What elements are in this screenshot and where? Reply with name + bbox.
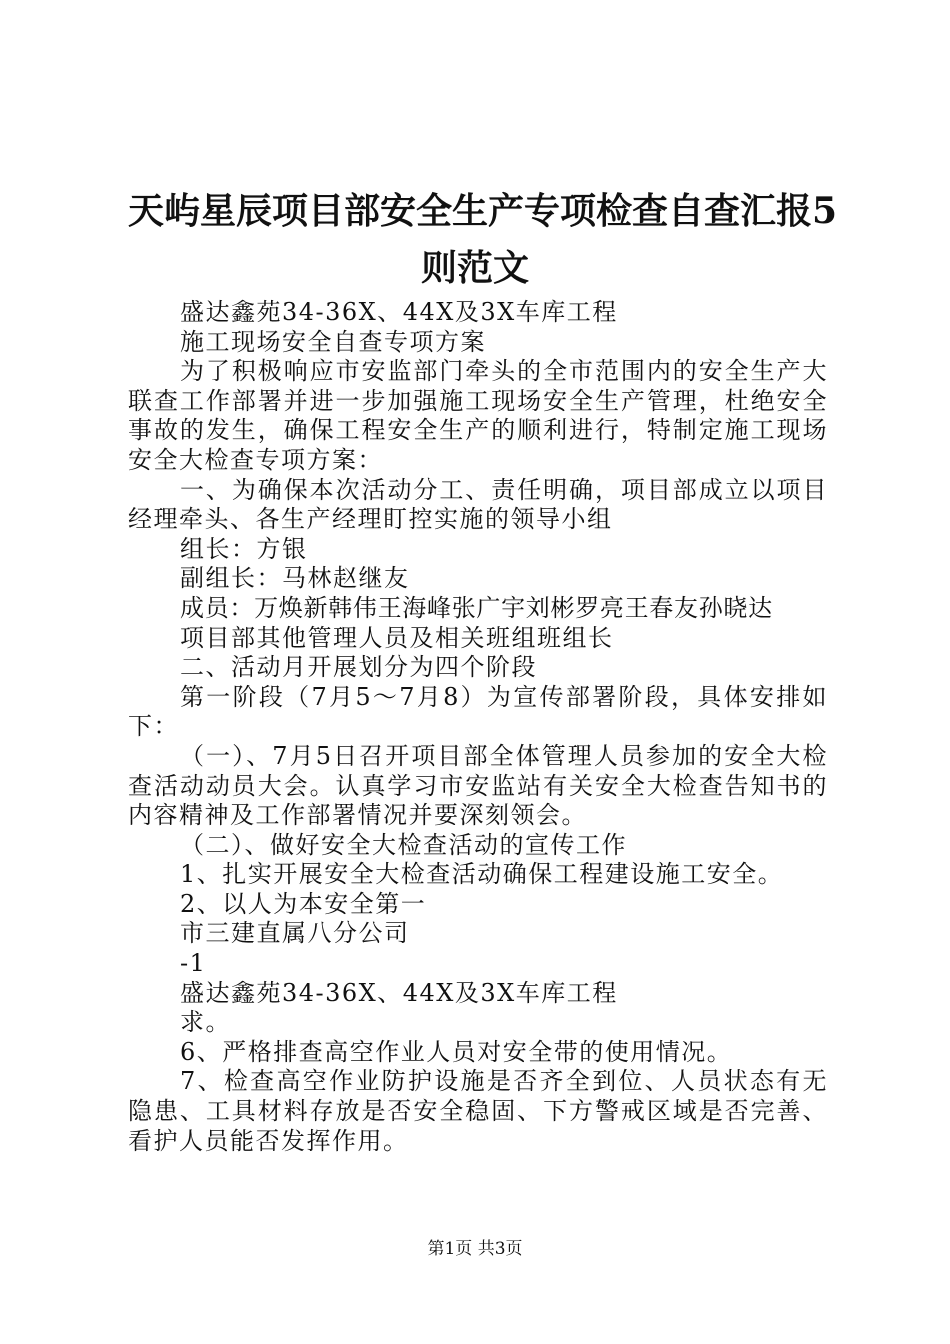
paragraph-item-one: （一）、7月5日召开项目部全体管理人员参加的安全大检查活动动员大会。认真学习市安监站有关安全大检查告知书的内容精神及工作部署情况并要深刻领会。 <box>128 741 828 830</box>
paragraph-page-marker: -1 <box>180 949 207 978</box>
document-body <box>128 298 828 1156</box>
paragraph-point-1: 1、扎实开展安全大检查活动确保工程建设施工安全。 <box>180 860 784 889</box>
paragraph-team-leader: 组长：方银 <box>180 534 308 563</box>
paragraph-project-name: 盛达鑫苑34-36X、44X及3X车库工程 <box>180 298 618 326</box>
paragraph-members: 成员：万焕新韩伟王海峰张广宇刘彬罗亮王春友孙晓达 <box>180 593 773 622</box>
paragraph-other-staff: 项目部其他管理人员及相关班组班组长 <box>180 623 614 652</box>
paragraph-section-two: 二、活动月开展划分为四个阶段 <box>180 653 537 682</box>
paragraph-company: 市三建直属八分公司 <box>180 919 410 948</box>
paragraph-deputy-leader: 副组长：马林赵继友 <box>180 564 410 593</box>
paragraph-project-name-repeat: 盛达鑫苑34-36X、44X及3X车库工程 <box>180 978 618 1007</box>
page-footer: 第1页 共3页 <box>427 1239 523 1259</box>
document-title-line-2: 则范文 <box>420 247 529 289</box>
paragraph-point-6: 6、严格排查高空作业人员对安全带的使用情况。 <box>180 1037 733 1066</box>
document-title-line-1: 天屿星辰项目部安全生产专项检查自查汇报5 <box>128 190 838 232</box>
paragraph-section-one: 一、为确保本次活动分工、责任明确，项目部成立以项目经理牵头、各生产经理盯控实施的领导小组 <box>128 475 828 534</box>
paragraph-plan-title: 施工现场安全自查专项方案 <box>180 327 486 356</box>
paragraph-item-two: （二）、做好安全大检查活动的宣传工作 <box>180 830 627 859</box>
paragraph-point-7: 7、检查高空作业防护设施是否齐全到位、人员状态有无隐患、工具材料存放是否安全稳固、下方警戒区域是否完善、看护人员能否发挥作用。 <box>128 1067 828 1155</box>
paragraph-fragment: 求。 <box>180 1008 231 1037</box>
paragraph-point-2: 2、以人为本安全第一 <box>180 889 427 918</box>
paragraph-intro: 为了积极响应市安监部门牵头的全市范围内的安全生产大联查工作部署并进一步加强施工现场安全生产管理，杜绝安全事故的发生，确保工程安全生产的顺利进行，特制定施工现场安全大检查专项方案： <box>128 357 828 474</box>
paragraph-phase-one: 第一阶段（7月5～7月8）为宣传部署阶段，具体安排如下： <box>128 682 828 741</box>
